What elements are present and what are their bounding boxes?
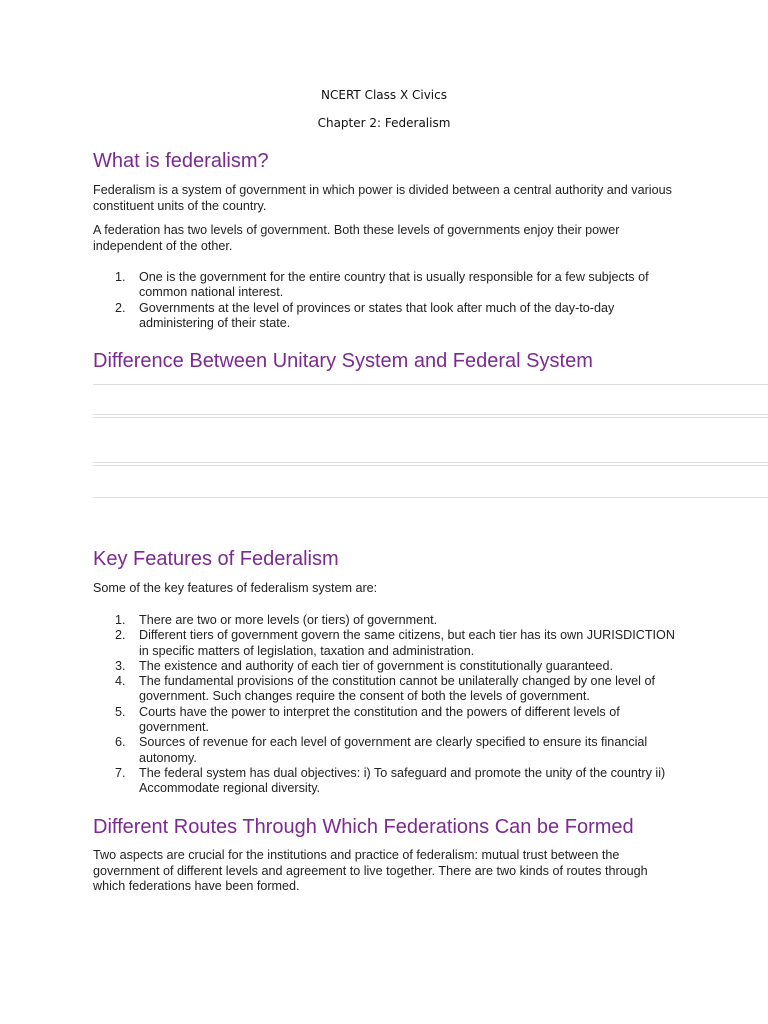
list-item-number: 4.: [115, 674, 126, 689]
list-item-number: 2.: [115, 628, 126, 643]
heading-key-features: Key Features of Federalism: [93, 548, 339, 570]
paragraph-definition: Federalism is a system of government in which power is divided between a central authority and various constituent units of the country.: [93, 183, 672, 213]
list-item-number: 3.: [115, 658, 126, 673]
table-rule: [93, 384, 768, 385]
list-item-text: Different tiers of government govern the same citizens, but each tier has its own JURISDICTION in specific matters of legislation, taxation and administration.: [139, 628, 675, 658]
list-item: [93, 628, 683, 659]
list-item-text: There are two or more levels (or tiers) of government.: [139, 613, 438, 627]
list-item-number: 7.: [115, 765, 126, 780]
list-item: [93, 705, 683, 736]
table-rule: [93, 497, 768, 498]
paragraph-key-features-intro: Some of the key features of federalism system are:: [93, 581, 378, 595]
heading-what-is-federalism: What is federalism?: [93, 150, 269, 172]
list-item-text: Governments at the level of provinces or states that look after much of the day-to-day administering of their state.: [139, 300, 615, 330]
list-item: [93, 659, 683, 674]
heading-routes-to-federation: Different Routes Through Which Federations Can be Formed: [93, 816, 634, 838]
heading-difference-unitary-federal: Difference Between Unitary System and Federal System: [93, 350, 593, 372]
list-item-text: The federal system has dual objectives: i) To safeguard and promote the unity of the country ii) Accommodate regional diversity.: [139, 765, 666, 796]
document-subject: NCERT Class X Civics: [321, 88, 447, 102]
table-rule: [93, 417, 768, 418]
list-item: [93, 766, 683, 797]
list-item: [93, 270, 683, 301]
list-item-text: Courts have the power to interpret the constitution and the powers of different levels of government.: [139, 704, 620, 735]
list-item-text: The existence and authority of each tier of government is constitutionally guaranteed.: [139, 658, 613, 673]
paragraph-routes: Two aspects are crucial for the institutions and practice of federalism: mutual trust between the government of different levels and agreement to live together. There are two kinds of routes through which federations have been formed.: [93, 848, 648, 893]
list-item-number: 5.: [115, 704, 126, 719]
list-item: [93, 674, 683, 705]
chapter-title: Chapter 2: Federalism: [317, 116, 451, 130]
list-item-text: Sources of revenue for each level of government are clearly specified to ensure its financial autonomy.: [139, 735, 648, 765]
list-item-text: One is the government for the entire country that is usually responsible for a few subjects of common national interest.: [139, 270, 649, 300]
list-item: [93, 301, 683, 332]
list-item: [93, 735, 683, 766]
paragraph-two-levels: A federation has two levels of government. Both these levels of governments enjoy their power independent of the other.: [93, 223, 620, 253]
levels-list: [93, 270, 683, 331]
table-rule: [93, 462, 768, 463]
list-item-text: The fundamental provisions of the constitution cannot be unilaterally changed by one level of government. Such changes require the consent of both the levels of government.: [139, 674, 655, 704]
list-item: [93, 613, 683, 628]
key-features-list: [93, 613, 683, 797]
list-item-number: 1.: [115, 613, 126, 627]
table-rule: [93, 414, 768, 415]
list-item-number: 2.: [115, 300, 126, 315]
table-rule: [93, 465, 768, 466]
list-item-number: 6.: [115, 735, 126, 750]
list-item-number: 1.: [115, 270, 126, 284]
